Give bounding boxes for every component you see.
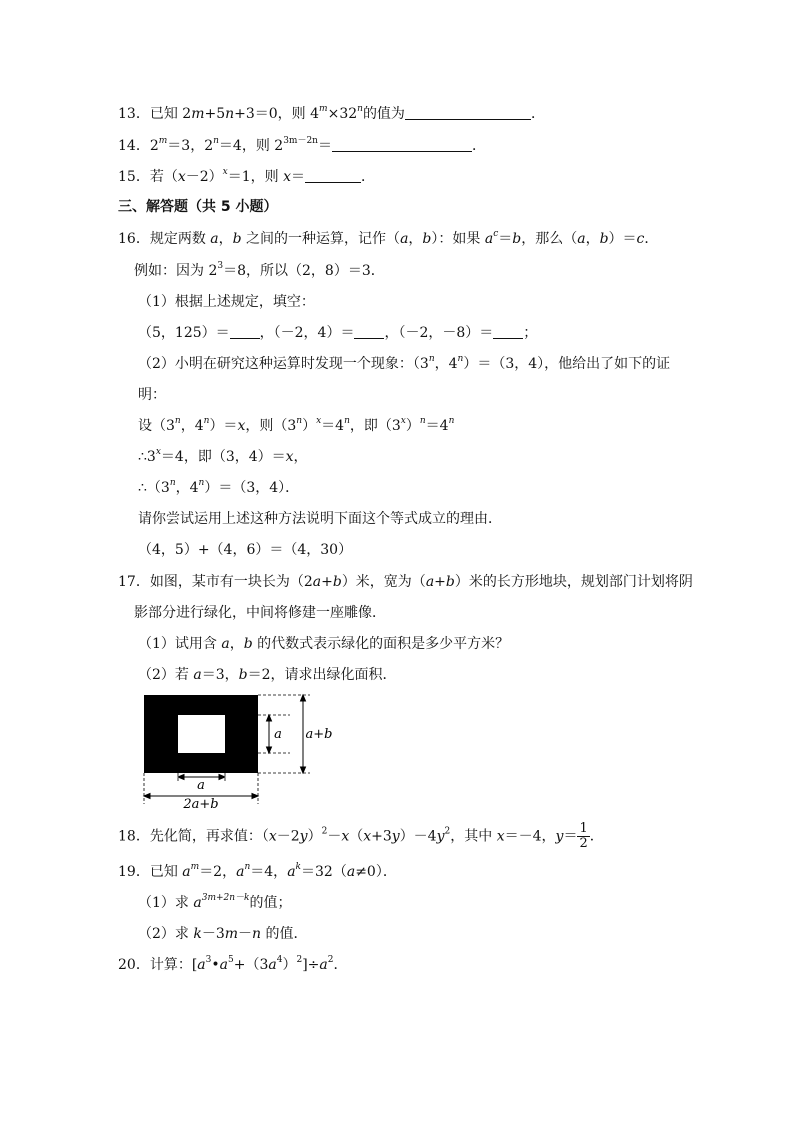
question-15: 15．若$(x-2)^x=1$，则 x＝ ． xyxy=(118,167,375,185)
question-number: 20． xyxy=(118,957,150,973)
label-a-inner: a xyxy=(274,727,282,742)
equation-to-prove: （4，5）+（4，6）＝（4，30） xyxy=(138,542,353,558)
subquestion-2: （2）小明在研究这种运算时发现一个现象：（3$^n$，$4^n)=(3$，4），他给出了如下的证 xyxy=(138,354,671,372)
task-instruction: 请你尝试运用上述这种方法说明下面这个等式成立的理由． xyxy=(138,511,502,527)
label-a-bottom: a xyxy=(197,778,205,793)
answer-blank[interactable] xyxy=(405,105,531,120)
proof-line-2: $\therefore 3^x=4$，即（3，4）＝x， xyxy=(138,447,308,465)
subquestion-1: （1）试用含 a，b 的代数式表示绿化的面积是多少平方米？ xyxy=(138,636,510,652)
question-17-cont: 影部分进行绿化，中间将修建一座雕像． xyxy=(134,605,386,621)
example-line: 例如：因为 $2^3=8$，所以（2，8）＝3． xyxy=(134,261,385,279)
question-18: 18．先化简，再求值：$(x-2y)^2-x(x+3y)-4y^2$，其中 x＝－4，y＝ $\frac{1}{2}$ ． xyxy=(118,821,604,851)
question-number: 17． xyxy=(118,574,150,590)
proof-label: 明： xyxy=(138,387,166,403)
answer-blank[interactable] xyxy=(354,324,384,339)
question-14: 14．$2^m=3$，$2^n=4$，则 $2^{3m-2n}=$ ． xyxy=(118,136,486,154)
label-a-plus-b: a+b xyxy=(305,727,333,742)
question-number: 15． xyxy=(118,169,150,185)
answer-blank[interactable] xyxy=(305,168,361,183)
section-heading: 三、解答题（共 5 小题） xyxy=(118,199,278,215)
statue-square xyxy=(178,715,225,753)
question-16: 16．规定两数 a，b 之间的一种运算，记作（a，b）：如果 $a^c=b$，那么（a，b）＝c． xyxy=(118,229,659,247)
question-number: 14． xyxy=(118,138,150,154)
label-2a-plus-b: 2a+b xyxy=(183,797,219,810)
fraction: $\frac{1}{2}$ xyxy=(579,821,588,851)
subquestion-1: （1）求 $a^{3m+2n-k}$的值； xyxy=(138,893,292,911)
rectangle-figure xyxy=(138,690,338,810)
question-number: 19． xyxy=(118,864,150,880)
question-19: 19．已知 $a^m=2$，$a^n=4$，$a^k=32(a\ne 0)$． xyxy=(118,862,397,880)
answer-blank[interactable] xyxy=(332,137,472,152)
question-20: 20．计算：$[a^3•a^5+(3a^4)^2]\div a^2$． xyxy=(118,955,348,973)
question-number: 18． xyxy=(118,828,150,845)
proof-line-1: 设（3$^n$，$4^n)=x$，则$(3^n)^x=4^n$，即$(3^x)^n=4^n$ xyxy=(138,416,455,434)
proof-line-3: ∴（3$^n$，$4^n)=(3$，4）． xyxy=(138,478,300,496)
fill-blanks-line: （5，125）＝ ，（－2，4）＝ ，（－2，－8）＝ ； xyxy=(138,325,538,341)
answer-blank[interactable] xyxy=(493,324,523,339)
question-number: 16． xyxy=(118,231,150,247)
question-13: 13．已知 2m+5n+3＝0，则 $4^m\times 32^n$的值为 ． xyxy=(118,104,545,122)
question-number: 13． xyxy=(118,106,150,122)
question-17: 17．如图，某市有一块长为（2a+b）米，宽为（a+b）米的长方形地块，规划部门计划将阴 xyxy=(118,574,693,590)
subquestion-2: （2）求 k－3m－n 的值． xyxy=(138,926,308,942)
answer-blank[interactable] xyxy=(230,324,260,339)
subquestion-1: （1）根据上述规定，填空： xyxy=(138,294,315,310)
subquestion-2: （2）若 a＝3，b＝2，请求出绿化面积． xyxy=(138,667,397,683)
